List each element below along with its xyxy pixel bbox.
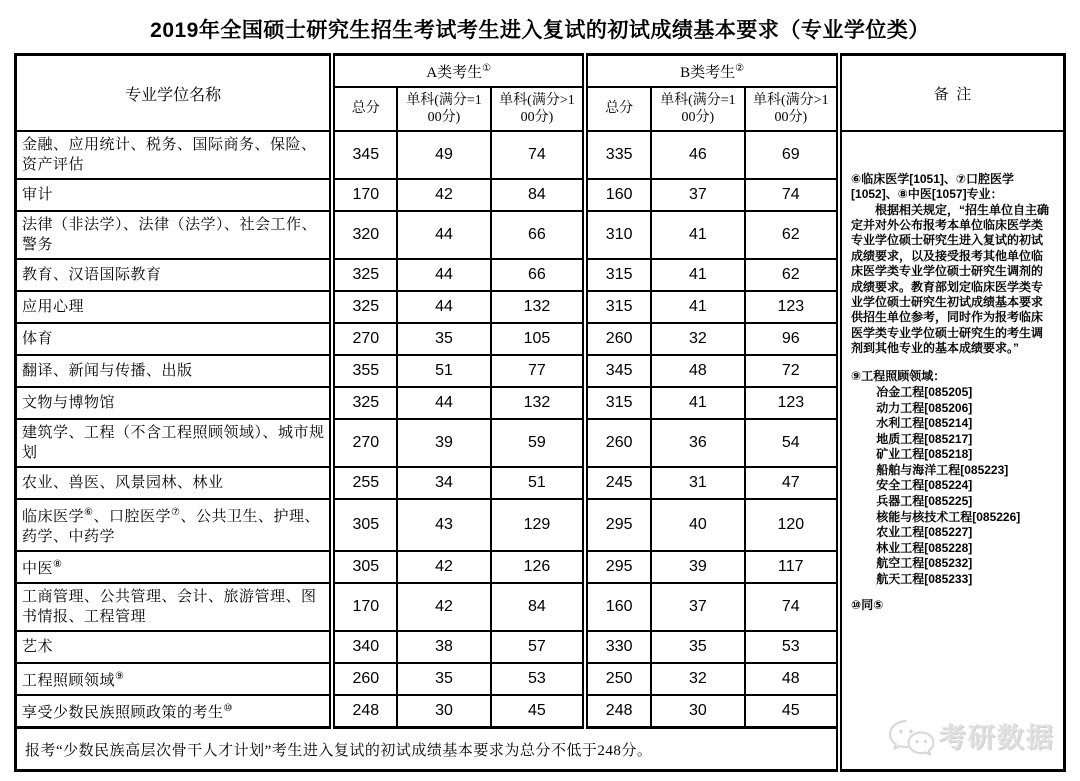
score-cell: 315 xyxy=(585,259,651,291)
score-cell: 84 xyxy=(491,583,585,631)
score-cell: 48 xyxy=(745,663,839,695)
score-cell: 355 xyxy=(332,355,397,387)
engineering-item: 安全工程[085224] xyxy=(876,478,973,493)
score-cell: 295 xyxy=(585,551,651,583)
degree-name-cell: 中医⑧ xyxy=(16,551,333,583)
wechat-icon xyxy=(888,719,934,757)
score-cell: 59 xyxy=(491,419,585,467)
score-cell: 62 xyxy=(745,259,839,291)
score-cell: 96 xyxy=(745,323,839,355)
watermark-label: 考研数据 xyxy=(939,722,1055,753)
score-cell: 295 xyxy=(585,499,651,551)
engineering-item: 航空工程[085232] xyxy=(876,556,973,571)
remarks-content xyxy=(851,172,1055,753)
watermark xyxy=(888,719,1055,757)
score-cell: 255 xyxy=(332,467,397,499)
score-cell: 43 xyxy=(397,499,490,551)
score-cell: 320 xyxy=(332,211,397,259)
engineering-item: 林业工程[085228] xyxy=(876,540,973,555)
degree-name-cell: 审计 xyxy=(16,179,333,211)
score-cell: 44 xyxy=(397,387,490,419)
score-cell: 36 xyxy=(651,419,744,467)
degree-name-cell: 农业、兽医、风景园林、林业 xyxy=(16,467,333,499)
score-cell: 53 xyxy=(745,631,839,663)
score-cell: 260 xyxy=(332,663,397,695)
degree-name-cell: 金融、应用统计、税务、国际商务、保险、资产评估 xyxy=(16,131,333,179)
score-cell: 62 xyxy=(745,211,839,259)
score-cell: 335 xyxy=(585,131,651,179)
score-cell: 270 xyxy=(332,323,397,355)
score-cell: 310 xyxy=(585,211,651,259)
score-cell: 330 xyxy=(585,631,651,663)
score-cell: 53 xyxy=(491,663,585,695)
score-cell: 44 xyxy=(397,211,490,259)
score-cell: 345 xyxy=(332,131,397,179)
engineering-item: 农业工程[085227] xyxy=(876,525,973,540)
score-cell: 74 xyxy=(745,179,839,211)
degree-name-cell: 翻译、新闻与传播、出版 xyxy=(16,355,333,387)
score-table xyxy=(14,53,1066,772)
score-cell: 54 xyxy=(745,419,839,467)
score-cell: 42 xyxy=(397,179,490,211)
remark-note3: ⑩同⑤ xyxy=(851,597,884,612)
score-cell: 37 xyxy=(651,583,744,631)
table-header xyxy=(16,55,1065,132)
header-b-total: 总分 xyxy=(585,87,651,131)
score-cell: 66 xyxy=(491,259,585,291)
score-cell: 305 xyxy=(332,499,397,551)
score-cell: 315 xyxy=(585,387,651,419)
remark-note1-body: 根据相关规定，“招生单位自主确定并对外公布报考本单位临床医学类专业学位硕士研究生进入复试的初试成绩要求，以及接受报考其他单位临床医学类专业学位硕士研究生调剂的成绩要求。教育部划定临床医学类专业学位硕士研究生初试成绩基本要求供招生单位参考，同时作为报考临床医学类专业学位硕士研究生的考生调剂到其他专业的基本成绩要求。” xyxy=(851,202,1050,355)
degree-name-cell: 建筑学、工程（不含工程照顾领域）、城市规划 xyxy=(16,419,333,467)
score-cell: 66 xyxy=(491,211,585,259)
engineering-item: 冶金工程[085205] xyxy=(876,384,973,399)
score-cell: 48 xyxy=(651,355,744,387)
score-cell: 39 xyxy=(651,551,744,583)
score-cell: 160 xyxy=(585,583,651,631)
degree-name-cell: 教育、汉语国际教育 xyxy=(16,259,333,291)
score-cell: 45 xyxy=(745,695,839,728)
degree-name-cell: 体育 xyxy=(16,323,333,355)
score-cell: 32 xyxy=(651,663,744,695)
engineering-item: 船舶与海洋工程[085223] xyxy=(876,462,1009,477)
score-cell: 132 xyxy=(491,387,585,419)
score-cell: 51 xyxy=(397,355,490,387)
score-cell: 245 xyxy=(585,467,651,499)
header-a-single-100: 单科(满分=100分) xyxy=(397,87,490,131)
score-cell: 46 xyxy=(651,131,744,179)
degree-name-cell: 法律（非法学）、法律（法学）、社会工作、警务 xyxy=(16,211,333,259)
engineering-item: 兵器工程[085225] xyxy=(876,494,973,509)
score-cell: 32 xyxy=(651,323,744,355)
score-cell: 170 xyxy=(332,583,397,631)
score-cell: 160 xyxy=(585,179,651,211)
score-cell: 47 xyxy=(745,467,839,499)
score-cell: 44 xyxy=(397,259,490,291)
header-b-single-gt100: 单科(满分>100分) xyxy=(745,87,839,131)
score-cell: 42 xyxy=(397,583,490,631)
footnote-text: 报考“少数民族高层次骨干人才计划”考生进入复试的初试成绩基本要求为总分不低于248分。 xyxy=(16,728,840,771)
engineering-list xyxy=(851,385,1054,588)
score-cell: 260 xyxy=(585,323,651,355)
header-group-b: B类考生② xyxy=(585,55,839,88)
score-cell: 30 xyxy=(397,695,490,728)
score-cell: 170 xyxy=(332,179,397,211)
degree-name-cell: 应用心理 xyxy=(16,291,333,323)
header-b-single-100: 单科(满分=100分) xyxy=(651,87,744,131)
score-cell: 315 xyxy=(585,291,651,323)
remark-note1-title: ⑥临床医学[1051]、⑦口腔医学[1052]、⑧中医[1057]专业： xyxy=(851,172,1015,202)
remark-note2-title: ⑨工程照顾领域： xyxy=(851,369,946,384)
header-major-name: 专业学位名称 xyxy=(16,55,333,132)
score-cell: 31 xyxy=(651,467,744,499)
score-cell: 37 xyxy=(651,179,744,211)
score-cell: 132 xyxy=(491,291,585,323)
score-cell: 305 xyxy=(332,551,397,583)
score-cell: 129 xyxy=(491,499,585,551)
score-cell: 69 xyxy=(745,131,839,179)
score-cell: 123 xyxy=(745,387,839,419)
engineering-item: 矿业工程[085218] xyxy=(876,447,973,462)
score-cell: 250 xyxy=(585,663,651,695)
score-cell: 42 xyxy=(397,551,490,583)
score-cell: 30 xyxy=(651,695,744,728)
score-cell: 248 xyxy=(585,695,651,728)
score-cell: 57 xyxy=(491,631,585,663)
score-cell: 74 xyxy=(491,131,585,179)
engineering-item: 水利工程[085214] xyxy=(876,416,973,431)
engineering-item: 核能与核技术工程[085226] xyxy=(876,509,1021,524)
score-cell: 39 xyxy=(397,419,490,467)
degree-name-cell: 工程照顾领域⑨ xyxy=(16,663,333,695)
table-body xyxy=(16,131,1065,771)
score-cell: 38 xyxy=(397,631,490,663)
degree-name-cell: 临床医学⑥、口腔医学⑦、公共卫生、护理、药学、中药学 xyxy=(16,499,333,551)
score-cell: 105 xyxy=(491,323,585,355)
score-cell: 45 xyxy=(491,695,585,728)
degree-name-cell: 艺术 xyxy=(16,631,333,663)
score-cell: 77 xyxy=(491,355,585,387)
score-cell: 35 xyxy=(397,663,490,695)
degree-name-cell: 工商管理、公共管理、会计、旅游管理、图书情报、工程管理 xyxy=(16,583,333,631)
score-cell: 126 xyxy=(491,551,585,583)
header-a-single-gt100: 单科(满分>100分) xyxy=(491,87,585,131)
score-cell: 44 xyxy=(397,291,490,323)
score-cell: 84 xyxy=(491,179,585,211)
score-cell: 123 xyxy=(745,291,839,323)
score-cell: 345 xyxy=(585,355,651,387)
score-cell: 40 xyxy=(651,499,744,551)
score-cell: 325 xyxy=(332,387,397,419)
score-cell: 49 xyxy=(397,131,490,179)
header-row-groups xyxy=(16,55,1065,88)
score-cell: 117 xyxy=(745,551,839,583)
score-cell: 41 xyxy=(651,387,744,419)
score-cell: 35 xyxy=(397,323,490,355)
score-cell: 270 xyxy=(332,419,397,467)
score-cell: 72 xyxy=(745,355,839,387)
page-title: 2019年全国硕士研究生招生考试考生进入复试的初试成绩基本要求（专业学位类） xyxy=(150,19,930,42)
score-cell: 340 xyxy=(332,631,397,663)
header-a-total: 总分 xyxy=(332,87,397,131)
score-cell: 325 xyxy=(332,291,397,323)
score-cell: 248 xyxy=(332,695,397,728)
score-cell: 120 xyxy=(745,499,839,551)
engineering-item: 地质工程[085217] xyxy=(876,431,973,446)
score-cell: 41 xyxy=(651,259,744,291)
engineering-item: 动力工程[085206] xyxy=(876,400,973,415)
header-remark: 备 注 xyxy=(839,55,1064,132)
score-cell: 41 xyxy=(651,291,744,323)
score-cell: 74 xyxy=(745,583,839,631)
score-cell: 325 xyxy=(332,259,397,291)
header-group-a: A类考生① xyxy=(332,55,585,88)
score-cell: 51 xyxy=(491,467,585,499)
engineering-item: 航天工程[085233] xyxy=(876,572,973,587)
remarks-cell xyxy=(839,131,1064,771)
table-row xyxy=(16,131,1065,179)
degree-name-cell: 享受少数民族照顾政策的考生⑩ xyxy=(16,695,333,728)
score-cell: 35 xyxy=(651,631,744,663)
score-cell: 34 xyxy=(397,467,490,499)
degree-name-cell: 文物与博物馆 xyxy=(16,387,333,419)
score-cell: 260 xyxy=(585,419,651,467)
score-cell: 41 xyxy=(651,211,744,259)
